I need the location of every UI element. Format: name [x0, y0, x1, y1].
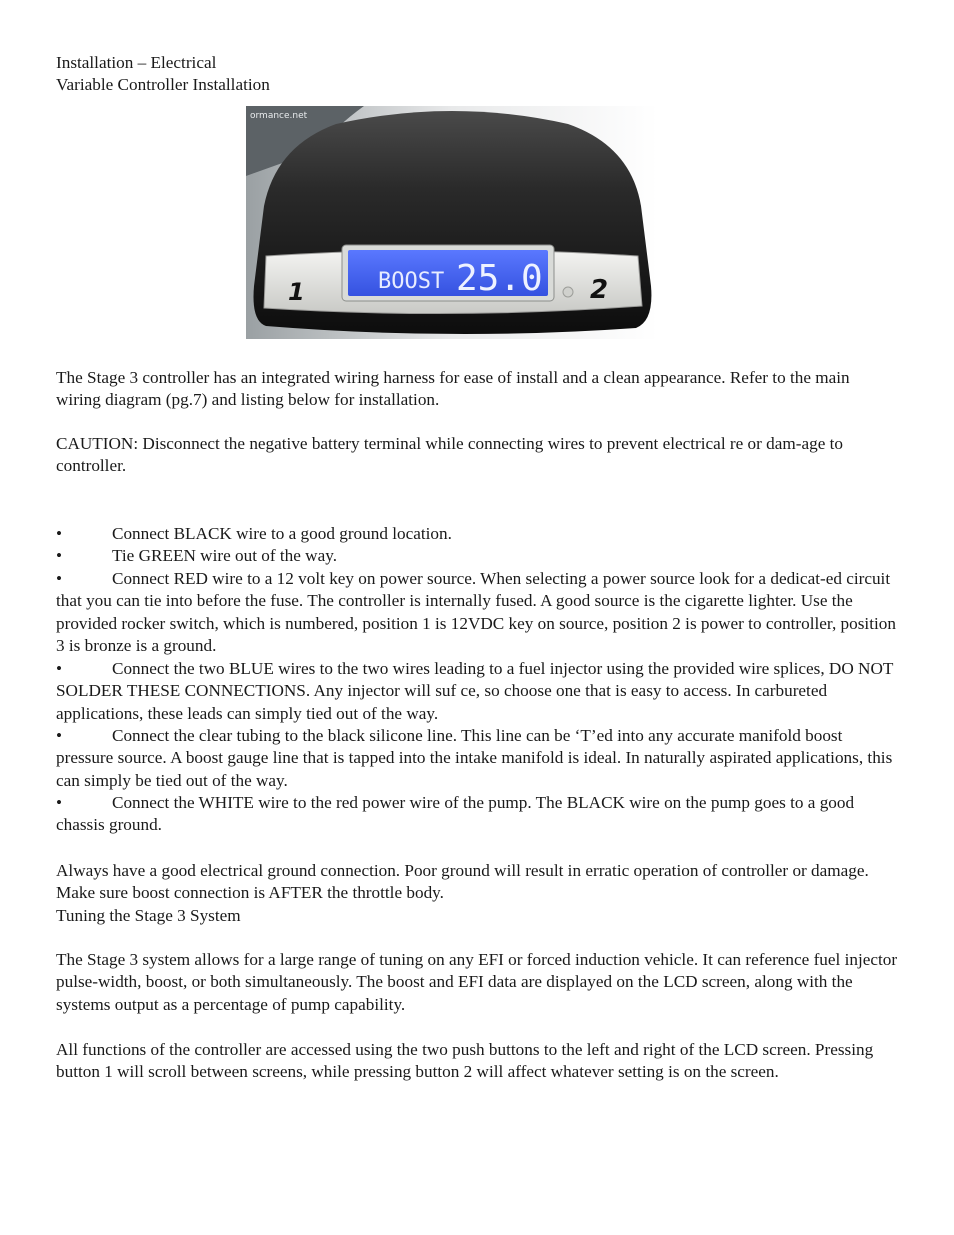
lcd-label: BOOST: [378, 269, 445, 294]
tuning-heading: Tuning the Stage 3 System: [56, 906, 241, 925]
button-2-label: 2: [590, 275, 609, 305]
bullet-icon: •: [56, 659, 63, 678]
controller-photo: [246, 106, 658, 339]
page-heading: Installation – Electrical: [56, 53, 217, 72]
lcd-value: 25.0: [456, 258, 543, 299]
bullet-icon: •: [56, 524, 63, 543]
tuning-paragraph-2: All functions of the controller are accessed using the two push buttons to the left and right of the LCD screen. Pressing button 1 will scroll between screens, while pressing button 2 will affect whatever setting is on the screen.: [56, 1040, 874, 1082]
list-item: • Connect RED wire to a 12 volt key on power source. When selecting a power source look for a dedicat-ed circuit that you can tie into before the fuse. The controller is internally fused. A good source is the cigarette lighter. Use the provided rocker switch, which is numbered, position 1 is 12VDC key on source, position 2 is power to controller, position 3 is bronze is a ground.: [56, 569, 896, 656]
ground-note-paragraph: Always have a good electrical ground connection. Poor ground will result in erratic operation of controller or damage. Make sure boost connection is AFTER the throttle body.: [56, 861, 869, 903]
list-item: • Connect the WHITE wire to the red power wire of the pump. The BLACK wire on the pump goes to a good chassis ground.: [56, 793, 855, 835]
intro-paragraph: The Stage 3 controller has an integrated wiring harness for ease of install and a clean appearance. Refer to the main wiring diagram (pg.7) and listing below for installation.: [56, 368, 850, 410]
list-item: • Connect the two BLUE wires to the two wires leading to a fuel injector using the provided wire splices, DO NOT SOLDER THESE CONNECTIONS. Any injector will suf ce, so choose one that is easy to access. In carbureted applications, these leads can simply tied out of the way.: [56, 659, 894, 723]
list-item: • Connect the clear tubing to the black silicone line. This line can be ‘T’ed into any accurate manifold boost pressure source. A boost gauge line that is tapped into the intake manifold is ideal. In naturally aspirated applications, this can simply be tied out of the way.: [56, 726, 893, 790]
bullet-icon: •: [56, 726, 63, 745]
bullet-icon: •: [56, 546, 63, 565]
page-subheading: Variable Controller Installation: [56, 75, 270, 94]
bullet-icon: •: [56, 569, 63, 588]
background-label: ormance.net: [250, 111, 308, 121]
tuning-paragraph-1: The Stage 3 system allows for a large range of tuning on any EFI or forced induction vehicle. It can reference fuel injector pulse-width, boost, or both simultaneously. The boost and EFI data are displayed on the LCD screen, along with the systems output as a percentage of pump capability.: [56, 950, 898, 1014]
list-item: • Tie GREEN wire out of the way.: [56, 545, 898, 567]
caution-paragraph: CAUTION: Disconnect the negative battery terminal while connecting wires to prevent electrical re or dam-age to controller.: [56, 434, 843, 476]
button-1-label: 1: [288, 278, 305, 306]
list-item: • Connect BLACK wire to a good ground location.: [56, 523, 898, 545]
bullet-icon: •: [56, 793, 63, 812]
